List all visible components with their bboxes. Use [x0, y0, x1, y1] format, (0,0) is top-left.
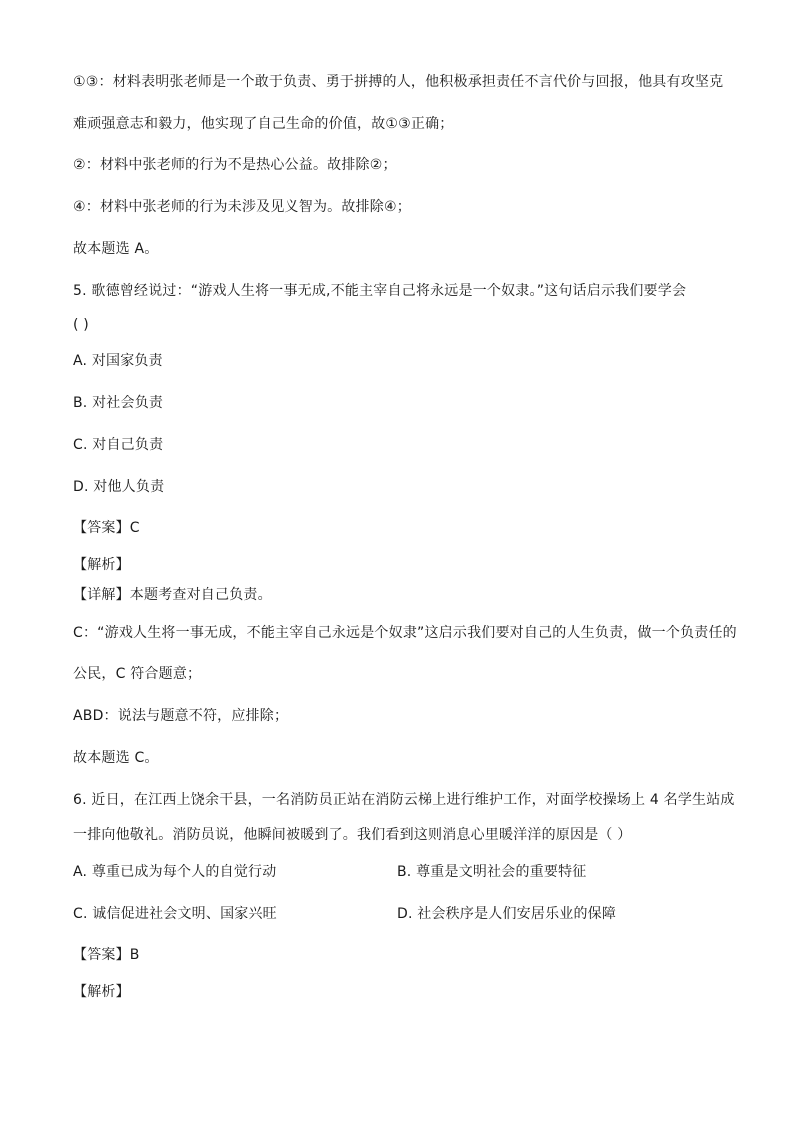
question-6-stem: 6. 近日，在江西上饶余干县，一名消防员正站在消防云梯上进行维护工作，对面学校操场上 4 名学生站成 [73, 792, 735, 808]
question-5-option-a: A. 对国家负责 [73, 353, 163, 369]
question-5-explanation: 公民，C 符合题意； [73, 666, 202, 682]
question-5-detail: 【详解】本题考查对自己负责。 [73, 587, 272, 603]
analysis-line: 难顽强意志和毅力，他实现了自己生命的价值，故①③正确； [73, 116, 454, 132]
question-6-option-a: A. 尊重已成为每个人的自觉行动 [73, 864, 277, 880]
analysis-line: ②：材料中张老师的行为不是热心公益。故排除②； [73, 157, 397, 173]
analysis-line: ①③：材料表明张老师是一个敢于负责、勇于拼搏的人，他积极承担责任不言代价与回报，他具有攻坚克 [73, 74, 724, 90]
question-6-option-b: B. 尊重是文明社会的重要特征 [397, 864, 587, 880]
question-5-option-d: D. 对他人负责 [73, 479, 165, 495]
question-5-blank: ( ) [73, 317, 89, 333]
question-5-answer: 【答案】C [73, 520, 140, 536]
analysis-line: ④：材料中张老师的行为未涉及见义智为。故排除④； [73, 199, 411, 215]
question-6-analysis-label: 【解析】 [73, 984, 130, 1000]
question-5-option-c: C. 对自己负责 [73, 437, 164, 453]
question-5-analysis-label: 【解析】 [73, 557, 130, 573]
question-6-stem: 一排向他敬礼。消防员说，他瞬间被暖到了。我们看到这则消息心里暖洋洋的原因是（ ） [73, 827, 632, 843]
analysis-conclusion: 故本题选 A。 [73, 241, 159, 257]
question-5-explanation: C：“游戏人生将一事无成，不能主宰自己永远是个奴隶”这启示我们要对自己的人生负责，做一个负责任的 [73, 625, 737, 641]
question-5-stem: 5. 歌德曾经说过：“游戏人生将一事无成,不能主宰自己将永远是一个奴隶。”这句话启示我们要学会 [73, 283, 687, 299]
question-6-option-c: C. 诚信促进社会文明、国家兴旺 [73, 906, 277, 922]
question-6-answer: 【答案】B [73, 947, 140, 963]
question-5-explanation: ABD：说法与题意不符，应排除； [73, 708, 289, 724]
question-5-conclusion: 故本题选 C。 [73, 750, 159, 766]
question-6-option-d: D. 社会秩序是人们安居乐业的保障 [397, 906, 617, 922]
question-5-option-b: B. 对社会负责 [73, 395, 164, 411]
